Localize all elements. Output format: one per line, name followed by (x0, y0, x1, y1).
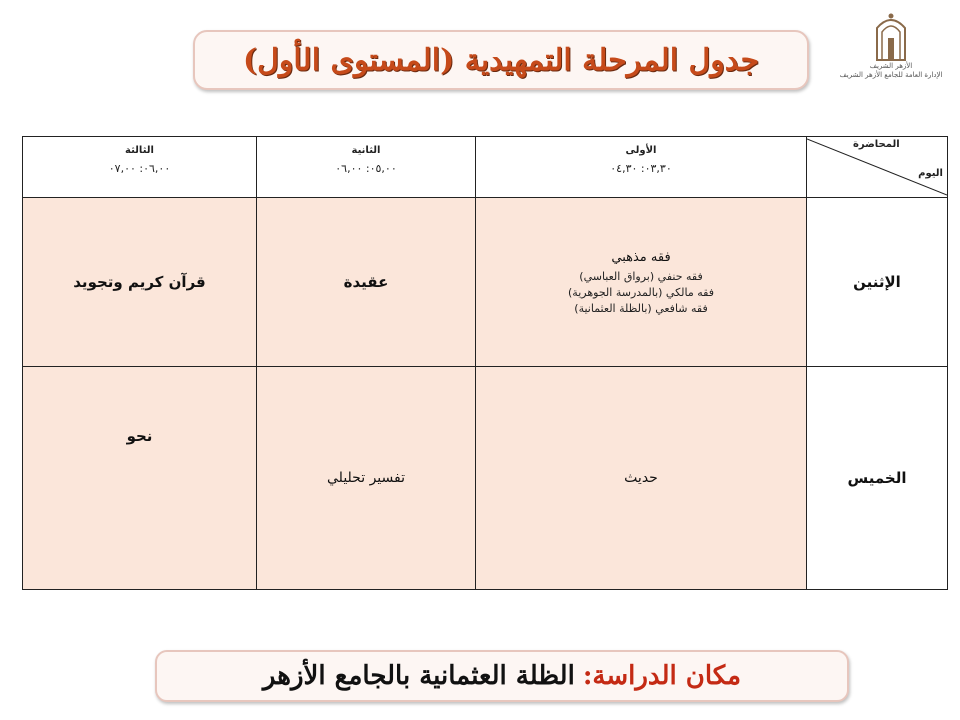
fiqh-item: فقه شافعي (بالظلة العثمانية) (574, 301, 708, 315)
schedule-table (22, 136, 948, 590)
fiqh-main: فقه مذهبي (611, 249, 671, 265)
header-row (23, 137, 948, 198)
corner-cell (807, 137, 948, 198)
azhar-logo (836, 10, 946, 92)
second-lecture-cell (257, 367, 476, 590)
lecture-time: ٠٦,٠٠: ٠٧,٠٠ (108, 162, 171, 175)
corner-lecture-label: المحاضرة (853, 139, 900, 150)
azhar-emblem-icon (871, 10, 911, 62)
subject-label: حديث (624, 470, 658, 486)
corner-day-label: اليوم (918, 168, 943, 179)
day-cell: الخميس (807, 367, 948, 590)
lecture-time: ٠٥,٠٠: ٠٦,٠٠ (335, 162, 397, 175)
lecture-header-3 (23, 137, 257, 198)
table-row (23, 367, 948, 590)
third-lecture-cell (23, 198, 257, 367)
first-lecture-cell (476, 367, 807, 590)
table-row (23, 198, 948, 367)
lecture-name: الثالثة (125, 145, 154, 156)
page-title: جدول المرحلة التمهيدية (المستوى الأول) (242, 42, 760, 78)
second-lecture-cell (257, 198, 476, 367)
study-place-banner (155, 650, 849, 702)
logo-line-2: الإدارة العامة للجامع الأزهر الشريف (839, 71, 943, 79)
logo-line-1: الأزهر الشريف (869, 62, 913, 70)
first-lecture-cell (476, 198, 807, 367)
lecture-header-1 (476, 137, 807, 198)
fiqh-item: فقه مالكي (بالمدرسة الجوهرية) (568, 285, 714, 299)
day-cell: الإثنين (807, 198, 948, 367)
subject-label: عقيدة (343, 273, 389, 291)
title-banner (193, 30, 809, 90)
third-lecture-cell (23, 367, 257, 590)
lecture-header-2 (257, 137, 476, 198)
lecture-time: ٠٣,٣٠: ٠٤,٣٠ (610, 162, 672, 175)
lecture-name: الثانية (351, 145, 381, 156)
place-value: الظلة العثمانية بالجامع الأزهر (262, 661, 575, 691)
subject-label: قرآن كريم وتجويد (73, 273, 206, 291)
place-label: مكان الدراسة: (582, 661, 742, 691)
fiqh-item: فقه حنفي (برواق العباسي) (579, 269, 703, 283)
fiqh-list (476, 250, 806, 315)
subject-label: تفسير تحليلي (327, 470, 405, 486)
subject-label: نحو (126, 427, 153, 445)
lecture-name: الأولى (625, 145, 657, 156)
